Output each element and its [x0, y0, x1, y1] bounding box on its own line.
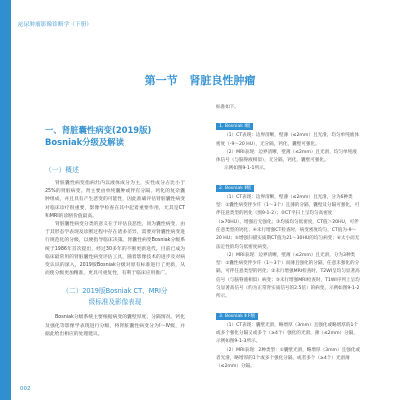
page-number: 002 [20, 386, 31, 392]
level-2f-ct: （1）CT表现：囊壁光滑，略增厚（3mm）且强化或略增厚的1个或多个强化分隔又或多个（≥4个）强化的光滑、薄（≤2mm）分隔，示例如图9-1-3所示。 [216, 322, 358, 345]
section-title [0, 72, 400, 88]
paragraph-1: 肾脏囊性病变指病灶内以液体成分为主，实性成分占比小于25%的肾脏病变。肾主要由单纯囊肿或伴有分隔、钙化的复杂囊肿组成，并且具有产生恶变的可能性，因此准确评估肾脏囊性病变对临床诊疗很重要，影像学检查在其中起着重要作用，尤其是CT和MRI的诊断价值最高。 [45, 181, 185, 219]
paragraph-2: 肾脏囊性病变分类的意义在于评估良恶性，同为囊性病变，由于其形态学表现及诊断过程中存在诸多差异，需要对肾囊性病变进行规范化的分级，以便指导临床决策。肾囊性病变Bosniak分级系统于1986年首次提出，经过30多年的不断更新迭代，目前已成为临床最常用的肾脏囊性病变评估工具，随着影像技术的进步及对病变认识的深入，2019版Bosniak分级对原有标准进行了更新，从而使分级更加精准，更具可重复性，有利于临床应用推广。 [45, 222, 185, 277]
running-head: 泌尿肿瘤影像诊断学（下册） [18, 22, 93, 28]
level-1-ct: （1）CT表现：边界清晰，壁薄（≤2mm）且光滑，均匀单纯液体密度（-9～20 HU），无分隔，钙化，囊壁可强化。 [216, 133, 359, 147]
right-column [216, 104, 360, 371]
level-1-mri: （2）MRI表现：边界清晰，壁薄（≤2mm）且光滑，均匀单纯液体信号（与脑脊液相似），无分隔，钙化，囊壁可强化。 [216, 149, 357, 164]
chapter-heading-line2: Bosniak分级及解读 [45, 137, 125, 147]
level-2f-label: 3. Bosniak Ⅱ F级 [216, 313, 258, 320]
paragraph-3: Bosniak分级系统主要根据病变的囊壁厚度、分隔情况、钙化及强化等影像学表现进行分级，将肾脏囊性病变分为Ⅰ～Ⅳ级，并据此给出相应的处理建议。 [45, 315, 185, 337]
level-2-mri: （2）MRI表现：边界清晰，壁薄（≤2mm）且光滑，分为3种类型：①囊性病变伴少许（1～3个）而薄且强化的分隔，任意未强化的分隔，可伴任意类型的钙化；②未行增强MRI检查时，T2WI呈均匀显著高信号（与脑脊液相似）病变；③未行增强MRI检查时，T1WI序列上呈均匀显著高信号（约为正常肾实质信号的2.5倍）的病变。示例如图9-1-2所示。 [216, 252, 360, 300]
level-2f-mri: （2）MRI表现：2种类型：①囊壁光滑，略增厚（3mm）且强化或者光滑，略增厚的1个或多个强化分隔，或者多个（≥4个）光滑薄（≤2mm）分隔。 [216, 347, 361, 370]
left-column [45, 124, 185, 339]
subheading-criteria-line1: （二）2019版Bosniak CT、MRI分 [62, 287, 168, 296]
level-2-ct: （1）CT表现：边界清晰，壁薄（≤2mm）且光滑，分为6种类型：①囊性病变伴少许（1～3个）且薄的分隔，囊壁及分隔可强化，可伴任意类型的钙化（图9-1-2）；②CT平扫上呈均匀高密度（≥70HU），增强后无强化；③均质均匀低密度，CT值＞20HU，可伴任意类型的钙化；④未行增强CT检查时，病变密度均匀，CT值为-9～20 HU；⑤增强扫描实质期CT值为21～30HU的均匀病变；⑥太小而无法定性的均匀低密度病变。 [216, 194, 360, 250]
blue-sidebar-band [0, 0, 11, 400]
subheading-criteria [45, 286, 185, 308]
subheading-criteria-line2: 级标准及影像表现 [88, 298, 142, 307]
chapter-heading-line1: 一、肾脏囊性病变(2019版) [45, 125, 152, 135]
section-name: 肾脏良性肿瘤 [189, 74, 256, 87]
level-1-example: 示例如图9-1-1所示。 [224, 166, 269, 172]
section-number: 第一节 [144, 74, 178, 87]
criteria-intro: 标准如下。 [216, 105, 239, 110]
level-2-label: 2. Bosniak Ⅱ级 [216, 185, 254, 192]
level-1-label: 1. Bosniak Ⅰ级 [216, 123, 253, 130]
subheading-overview: （一）概述 [45, 166, 79, 174]
